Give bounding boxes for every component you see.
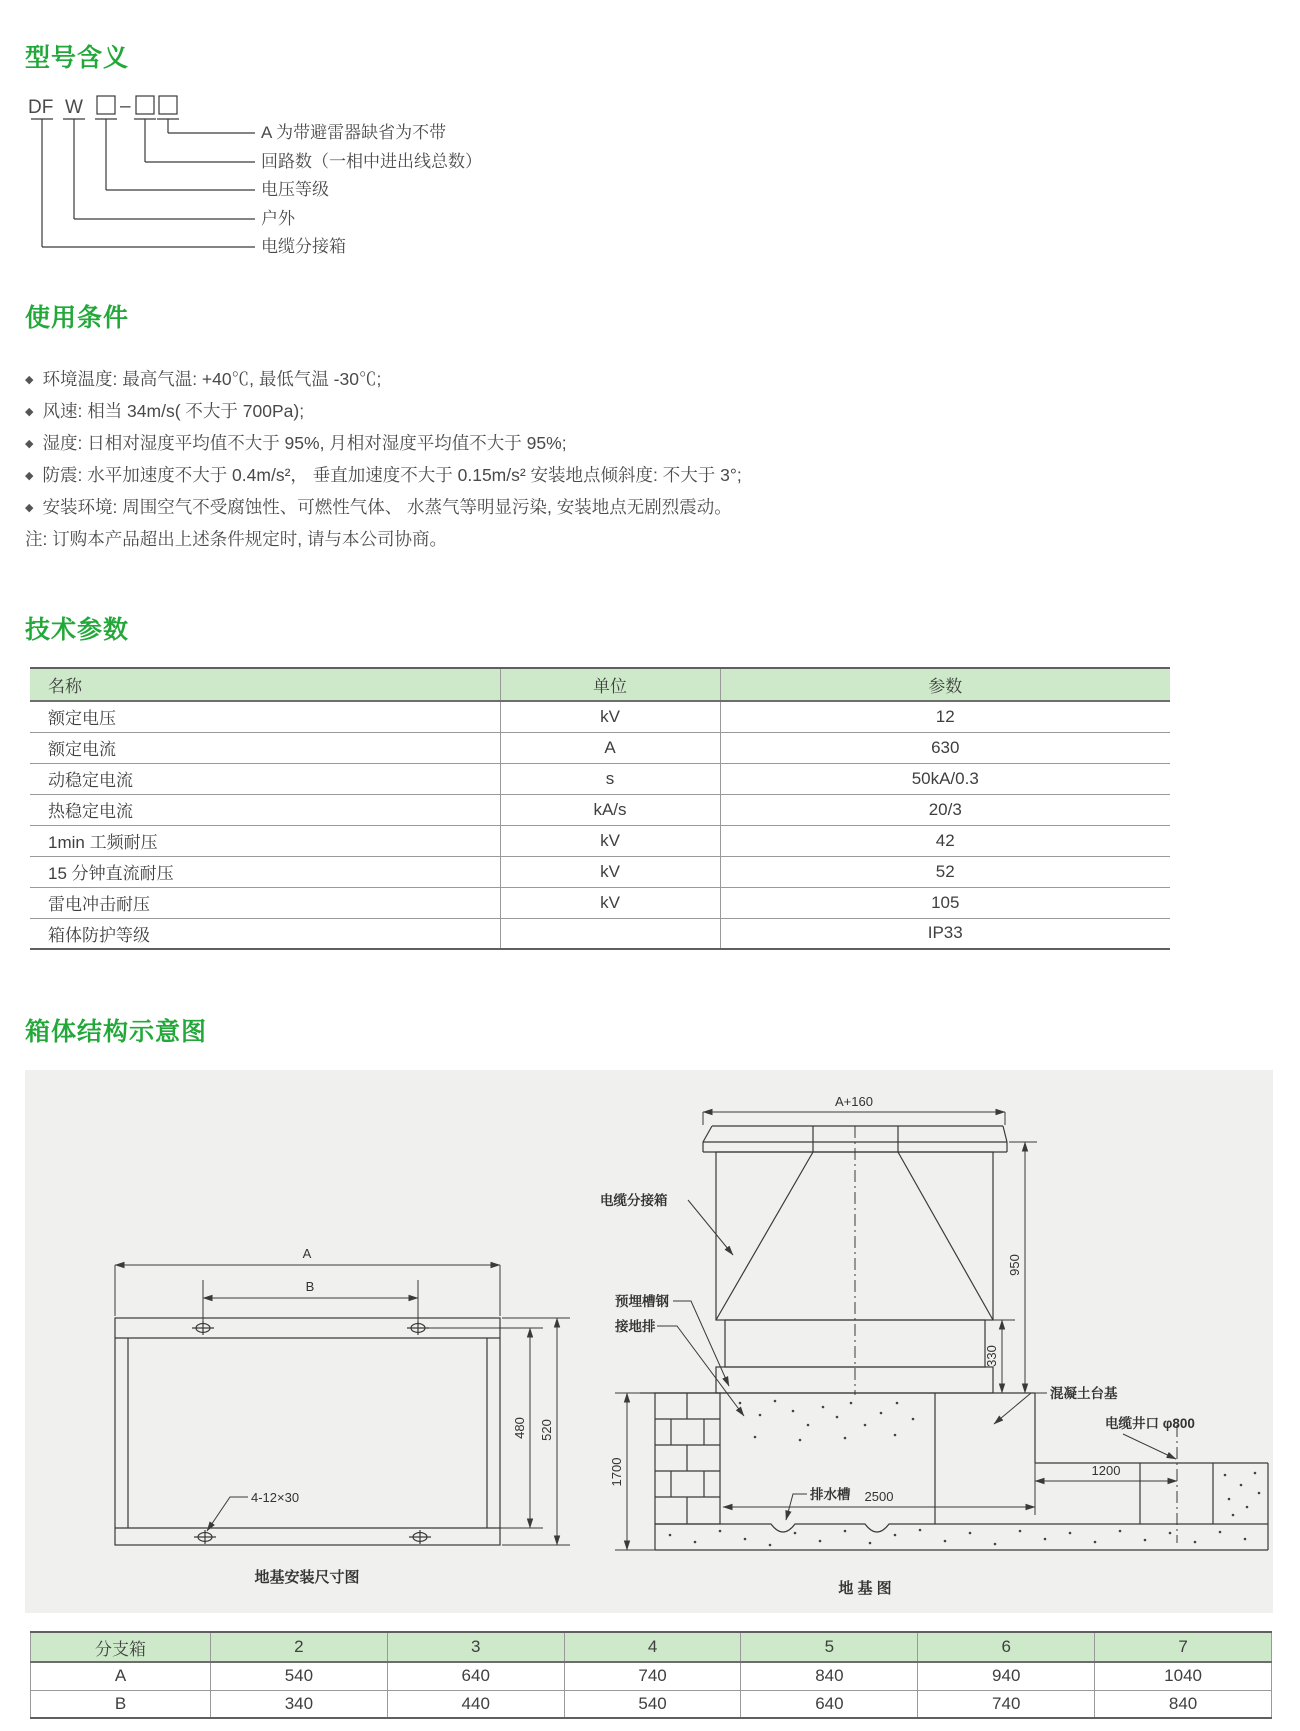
param-value: 105: [720, 887, 1170, 918]
param-unit: kV: [500, 825, 720, 856]
dim-value: 840: [741, 1662, 918, 1690]
plan-caption: 地基安装尺寸图: [254, 1569, 360, 1586]
diamond-bullet-icon: ◆: [25, 438, 34, 450]
label-drain: 排水槽: [810, 1487, 851, 1502]
param-unit: s: [500, 763, 720, 794]
col-header-name: 名称: [30, 668, 500, 701]
col-header: 2: [211, 1632, 388, 1662]
param-name: 1min 工频耐压: [30, 825, 500, 856]
dim-value: 840: [1095, 1690, 1272, 1718]
bullet-text: 湿度: 日相对湿度平均值不大于 95%, 月相对湿度平均值不大于 95%;: [42, 433, 567, 453]
list-item: [25, 459, 742, 491]
bolt-hole-label: 4-12×30: [251, 1490, 300, 1505]
dim-value: 640: [741, 1690, 918, 1718]
dim-value: 940: [918, 1662, 1095, 1690]
table-row: [30, 918, 1170, 949]
table-row: [30, 856, 1170, 887]
section-heading-structure: 箱体结构示意图: [25, 1018, 208, 1046]
dim-label-1700: 1700: [609, 1457, 624, 1487]
table-row: [31, 1662, 1272, 1690]
param-name: 雷电冲击耐压: [30, 887, 500, 918]
param-name: 额定电流: [30, 732, 500, 763]
code-box-loops: [136, 96, 154, 114]
model-outdoor-code: W: [65, 97, 83, 118]
model-prefix: DF: [28, 97, 54, 118]
col-header-unit: 单位: [500, 668, 720, 701]
section-heading-tech: 技术参数: [25, 616, 130, 644]
col-header-value: 参数: [720, 668, 1170, 701]
section-heading-usage: 使用条件: [25, 304, 130, 332]
tech-params-table: [30, 667, 1170, 950]
table-row: [30, 701, 1170, 732]
table-row: [30, 887, 1170, 918]
table-header-row: [31, 1632, 1272, 1662]
list-item: [25, 427, 742, 459]
foundation-section-drawing: [565, 1095, 1275, 1610]
label-ground-bar: 接地排: [615, 1319, 656, 1334]
table-row: [31, 1690, 1272, 1718]
param-unit: [500, 918, 720, 949]
usage-conditions-list: [25, 363, 742, 555]
param-unit: kV: [500, 856, 720, 887]
param-unit: kV: [500, 701, 720, 732]
list-item: [25, 395, 742, 427]
dim-label-b: B: [305, 1279, 315, 1294]
diamond-bullet-icon: ◆: [25, 406, 34, 418]
model-label-arrester: A 为带避雷器缺省为不带: [261, 123, 447, 142]
bullet-text: 环境温度: 最高气温: +40℃, 最低气温 -30℃;: [42, 369, 382, 389]
dim-label-a: A: [302, 1246, 312, 1261]
dim-value: 740: [918, 1690, 1095, 1718]
param-unit: kA/s: [500, 794, 720, 825]
param-unit: A: [500, 732, 720, 763]
usage-note: 注: 订购本产品超出上述条件规定时, 请与本公司协商。: [25, 529, 447, 549]
model-label-outdoor: 户外: [261, 209, 295, 228]
corner-header: 分支箱: [31, 1632, 211, 1662]
dim-value: 340: [211, 1690, 388, 1718]
table-row: [30, 825, 1170, 856]
param-name: 动稳定电流: [30, 763, 500, 794]
model-label-loops: 回路数（一相中进出线总数）: [261, 152, 482, 171]
dim-label-950: 950: [1007, 1254, 1022, 1276]
table-row: [30, 794, 1170, 825]
table-row: [30, 732, 1170, 763]
model-code-diagram: [25, 85, 725, 270]
list-item: [25, 363, 742, 395]
param-unit: kV: [500, 887, 720, 918]
dim-value: 540: [564, 1690, 741, 1718]
diamond-bullet-icon: ◆: [25, 374, 34, 386]
anchor-bolt-icon: [192, 1321, 431, 1544]
dim-value: 740: [564, 1662, 741, 1690]
col-header: 7: [1095, 1632, 1272, 1662]
param-name: 热稳定电流: [30, 794, 500, 825]
col-header: 3: [387, 1632, 564, 1662]
dim-label-480: 480: [512, 1417, 527, 1439]
dim-label-a160: A+160: [835, 1095, 873, 1109]
diamond-bullet-icon: ◆: [25, 470, 34, 482]
code-box-voltage: [97, 96, 115, 114]
code-box-arrester: [159, 96, 177, 114]
model-label-voltage: 电压等级: [261, 180, 329, 199]
param-value: 20/3: [720, 794, 1170, 825]
param-value: 12: [720, 701, 1170, 732]
param-name: 15 分钟直流耐压: [30, 856, 500, 887]
model-dash: –: [120, 96, 131, 117]
dim-label-2500: 2500: [864, 1489, 894, 1504]
dim-label-520: 520: [539, 1419, 554, 1441]
dim-value: 1040: [1095, 1662, 1272, 1690]
row-label: A: [31, 1662, 211, 1690]
col-header: 6: [918, 1632, 1095, 1662]
list-item: [25, 491, 742, 523]
col-header: 4: [564, 1632, 741, 1662]
label-cable-well: 电缆井口 φ800: [1105, 1416, 1195, 1431]
dim-value: 640: [387, 1662, 564, 1690]
label-cable-box: 电缆分接箱: [600, 1193, 668, 1208]
bullet-text: 安装环境: 周围空气不受腐蚀性、可燃性气体、 水蒸气等明显污染, 安装地点无剧烈震动。: [42, 497, 732, 517]
dim-label-330: 330: [984, 1345, 999, 1367]
structure-diagram-panel: [25, 1070, 1273, 1613]
section-heading-model: 型号含义: [25, 44, 130, 72]
label-channel-steel: 预埋槽钢: [615, 1294, 669, 1309]
param-value: IP33: [720, 918, 1170, 949]
param-value: 50kA/0.3: [720, 763, 1170, 794]
param-value: 52: [720, 856, 1170, 887]
bullet-text: 风速: 相当 34m/s( 不大于 700Pa);: [42, 401, 305, 421]
param-value: 630: [720, 732, 1170, 763]
model-label-cable-box: 电缆分接箱: [261, 237, 346, 256]
bullet-text: 防震: 水平加速度不大于 0.4m/s²， 垂直加速度不大于 0.15m/s² 安装地点倾斜度: 不大于 3°;: [42, 465, 742, 485]
row-label: B: [31, 1690, 211, 1718]
dim-value: 440: [387, 1690, 564, 1718]
foundation-plan-drawing: [65, 1130, 605, 1610]
table-row: [30, 763, 1170, 794]
param-value: 42: [720, 825, 1170, 856]
section-caption: 地 基 图: [838, 1580, 892, 1597]
dim-value: 540: [211, 1662, 388, 1690]
table-header-row: [30, 668, 1170, 701]
dim-label-1200: 1200: [1091, 1463, 1121, 1478]
param-name: 额定电压: [30, 701, 500, 732]
label-concrete-base: 混凝土台基: [1050, 1386, 1118, 1401]
param-name: 箱体防护等级: [30, 918, 500, 949]
diamond-bullet-icon: ◆: [25, 502, 34, 514]
branch-box-table: [30, 1631, 1272, 1719]
col-header: 5: [741, 1632, 918, 1662]
